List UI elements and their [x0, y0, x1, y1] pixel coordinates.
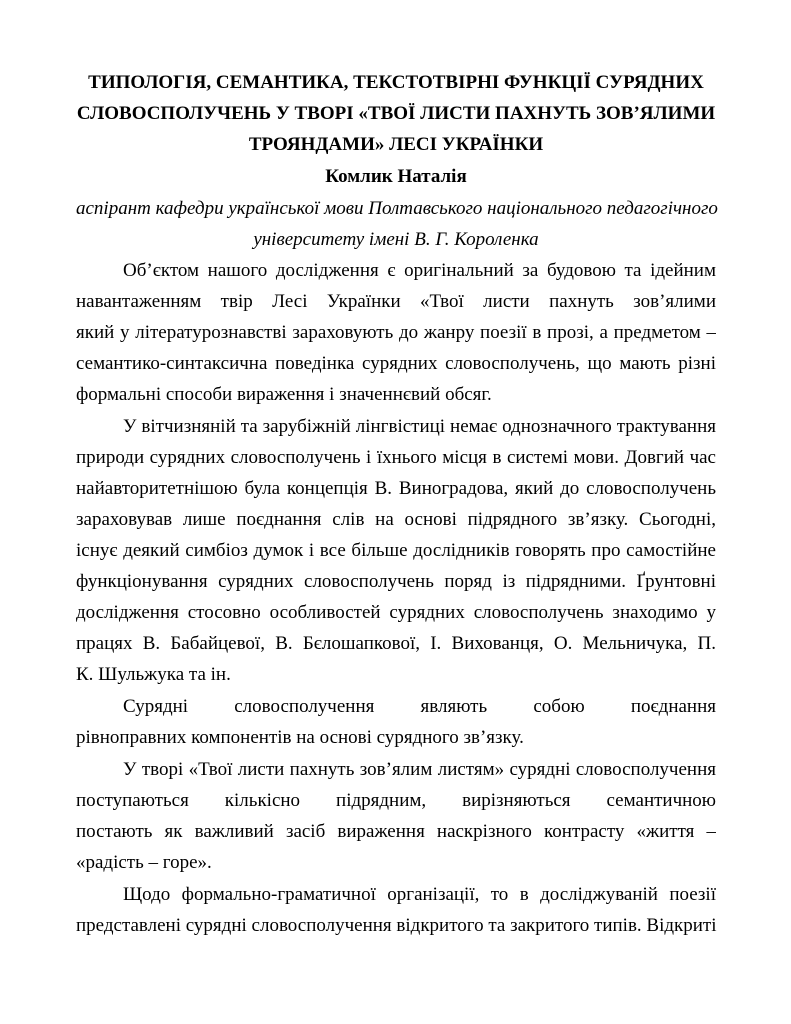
paragraph-line: природи сурядних словосполучень і їхнього місця в системі мови. Довгий час	[76, 447, 716, 468]
paragraph-line: представлені сурядні словосполучення відкритого та закритого типів. Відкриті	[76, 915, 717, 936]
paragraph-line: семантико-синтаксична поведінка сурядних словосполучень, що мають різні	[76, 353, 716, 374]
body-paragraph	[76, 411, 716, 690]
paragraph-line: «радість – горе».	[76, 852, 212, 873]
paragraph-line: існує деякий симбіоз думок і все більше дослідників говорять про самостійне	[76, 540, 716, 561]
body-paragraph	[76, 879, 716, 941]
paragraph-line: працях В. Бабайцевої, В. Бєлошапкової, І. Вихованця, О. Мельничука, П.	[76, 633, 716, 654]
paragraph-line: Сурядні словосполучення являють собою поєднання	[123, 696, 716, 717]
paragraph-line: найавторитетнішою була концепція В. Виноградова, який до словосполучень	[76, 478, 716, 499]
affiliation-line: університету імені В. Г. Короленка	[253, 229, 539, 250]
paragraph-line: Об’єктом нашого дослідження є оригінальний за будовою та ідейним	[123, 260, 716, 281]
affiliation-line: аспірант кафедри української мови Полтавського національного педагогічного	[76, 198, 718, 219]
article-body	[76, 255, 716, 941]
article-title	[76, 67, 716, 160]
paragraph-line: формальні способи вираження і значеннєвий обсяг.	[76, 384, 492, 405]
paragraph-line: функціонування сурядних словосполучень поряд із підрядними. Ґрунтовні	[76, 571, 716, 592]
author-name: Комлик Наталія	[325, 166, 467, 187]
title-line: ТРОЯНДАМИ» ЛЕСІ УКРАЇНКИ	[248, 134, 544, 155]
paragraph-line: дослідження стосовно особливостей сурядних словосполучень знаходимо у	[76, 602, 716, 623]
paragraph-line: У вітчизняній та зарубіжній лінгвістиці немає однозначного трактування	[123, 416, 716, 437]
paragraph-line: навантаженням твір Лесі Українки «Твої листи пахнуть зов’ялими	[76, 291, 716, 312]
paragraph-line: К. Шульжука та ін.	[76, 664, 231, 685]
paragraph-line: У творі «Твої листи пахнуть зов’ялим листям» сурядні словосполучення	[123, 759, 716, 780]
paragraph-line: зараховував лише поєднання слів на основі підрядного зв’язку. Сьогодні,	[76, 509, 716, 530]
paragraph-line: Щодо формально-граматичної організації, то в досліджуваній поезії	[123, 884, 716, 905]
body-paragraph	[76, 691, 716, 753]
paragraph-line: постають як важливий засіб вираження наскрізного контрасту «життя –	[76, 821, 716, 842]
document-page	[76, 67, 716, 942]
paragraph-line: рівноправних компонентів на основі сурядного зв’язку.	[76, 727, 524, 748]
body-paragraph	[76, 754, 716, 878]
body-paragraph	[76, 255, 716, 410]
title-line: СЛОВОСПОЛУЧЕНЬ У ТВОРІ «ТВОЇ ЛИСТИ ПАХНУТЬ ЗОВ’ЯЛИМИ	[76, 103, 716, 124]
author-affiliation	[76, 193, 716, 255]
title-line: ТИПОЛОГІЯ, СЕМАНТИКА, ТЕКСТОТВІРНІ ФУНКЦІЇ СУРЯДНИХ	[88, 72, 704, 93]
paragraph-line: який у літературознавстві зараховують до жанру поезії в прозі, а предметом –	[76, 322, 716, 343]
paragraph-line: поступаються кількісно підрядним, вирізняються семантичною	[76, 790, 716, 811]
